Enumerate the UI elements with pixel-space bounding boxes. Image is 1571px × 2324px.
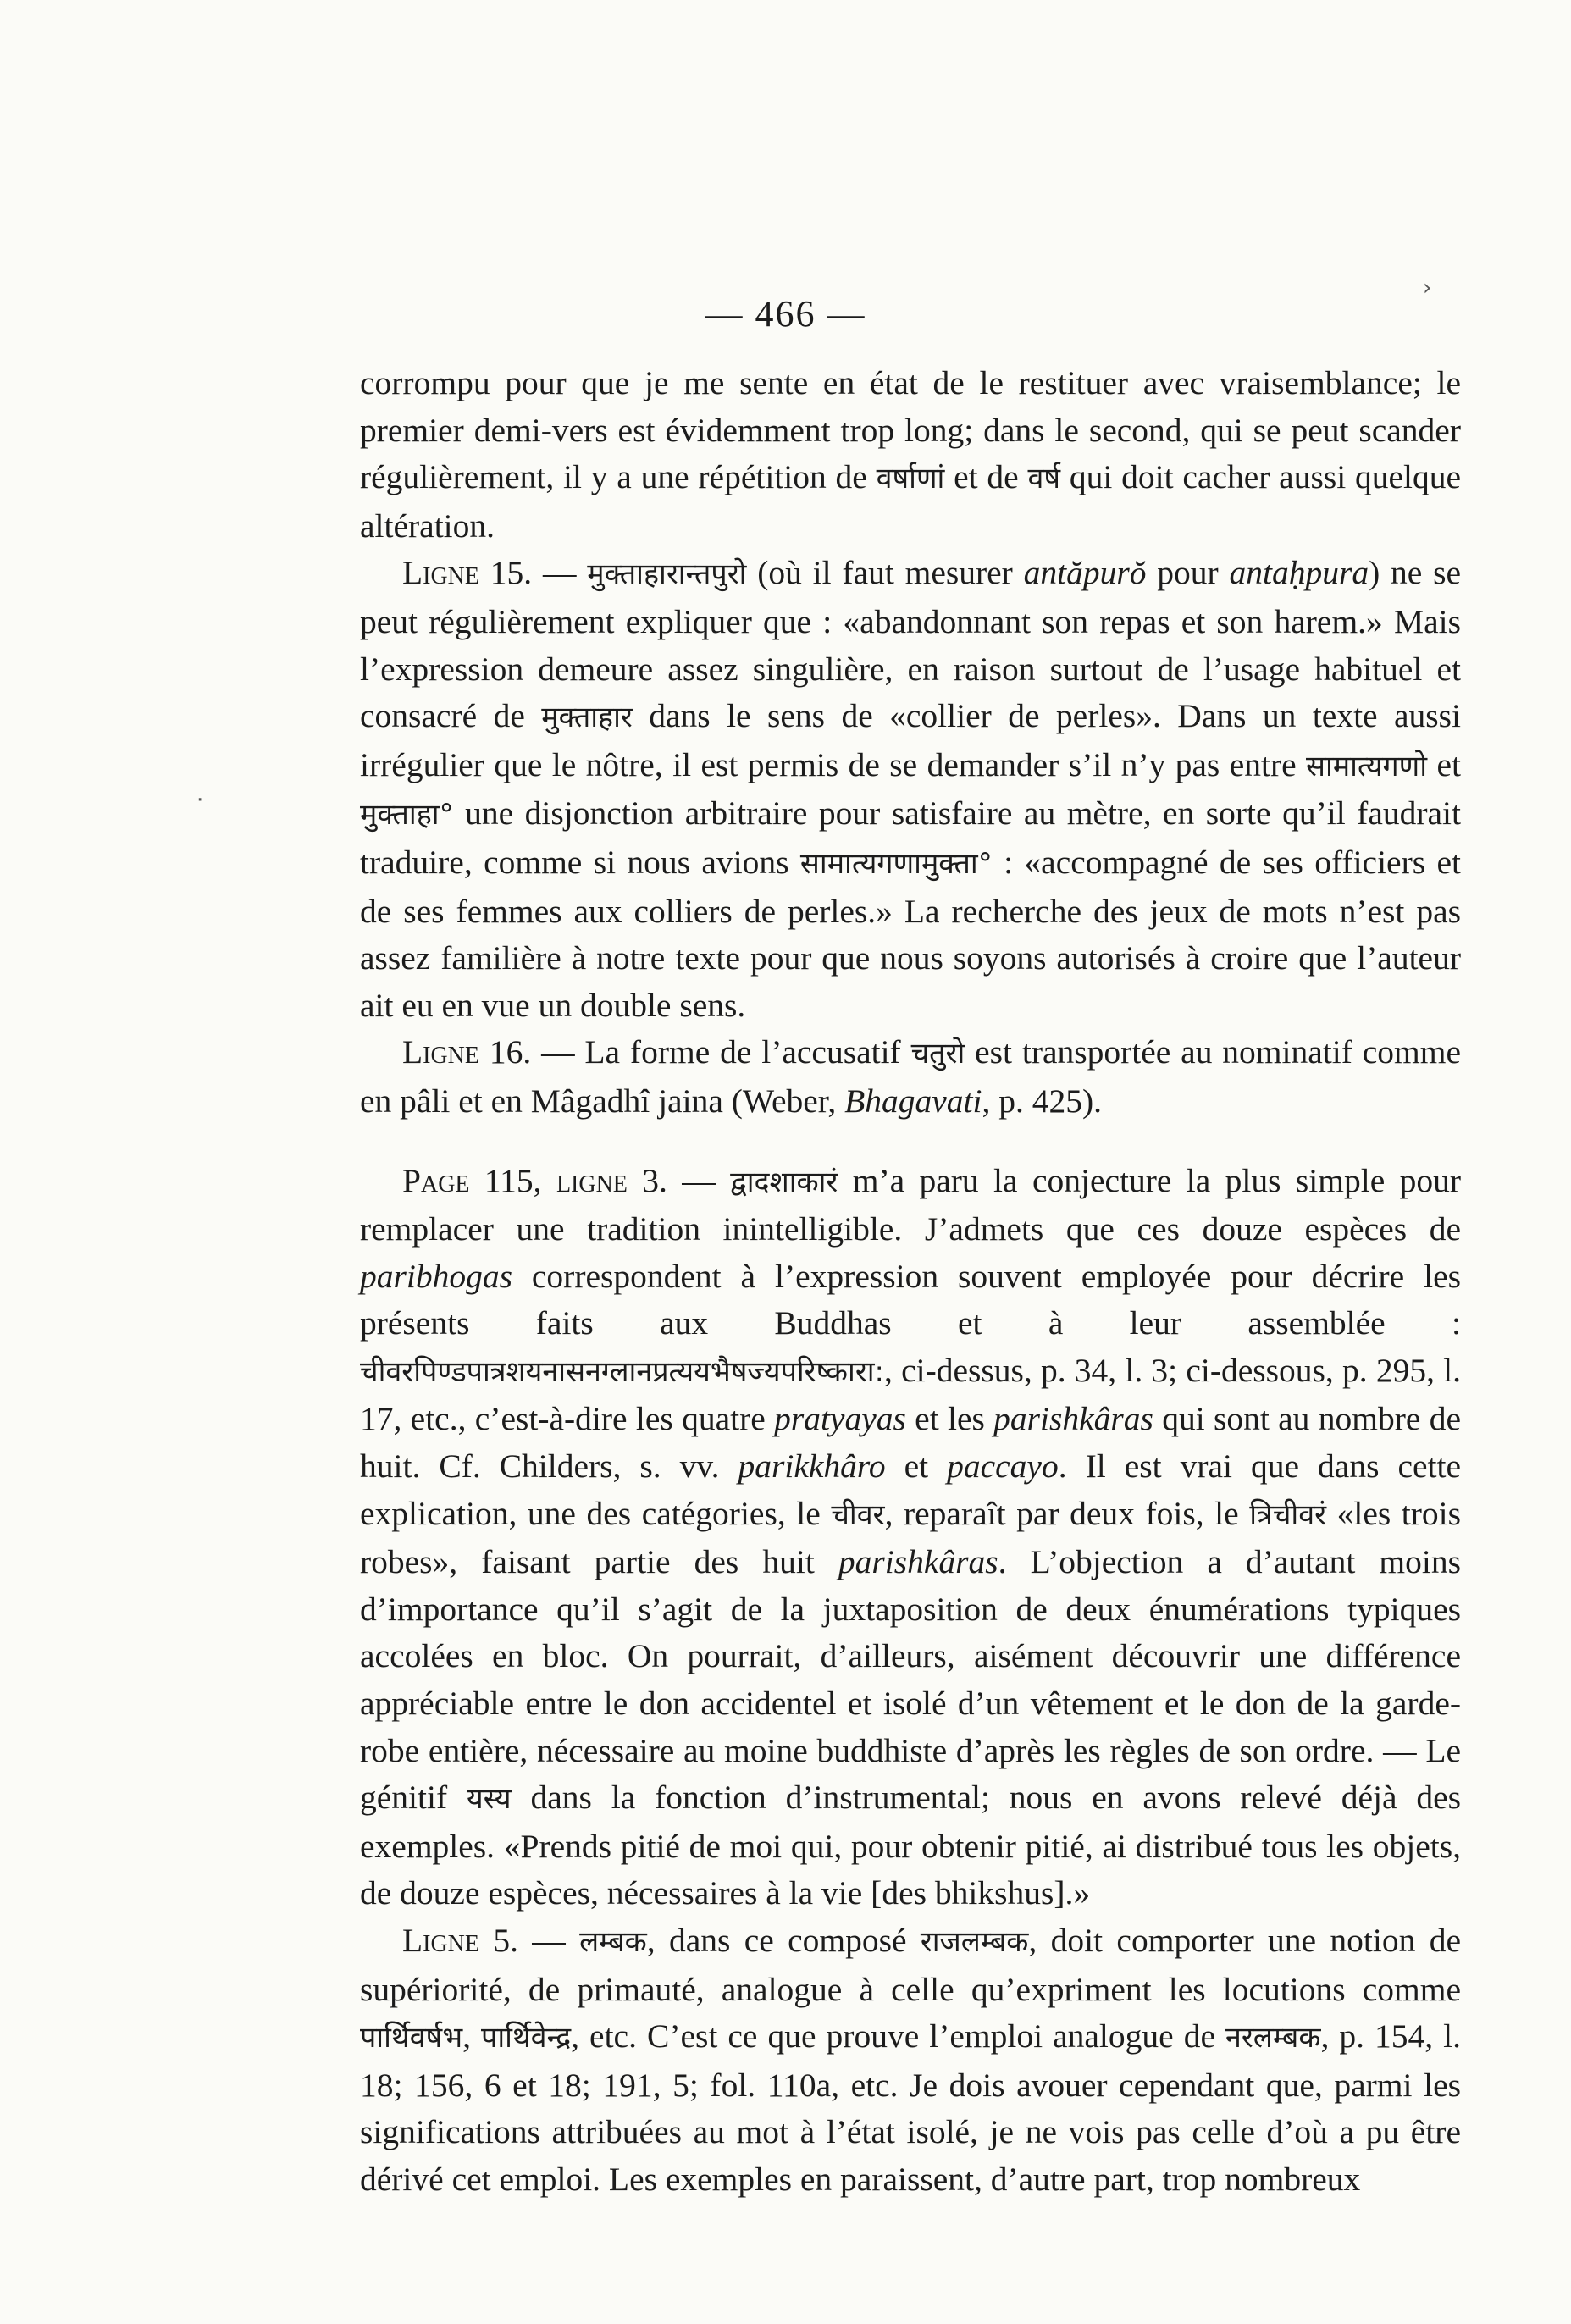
paragraph <box>360 360 1461 550</box>
text-run: et de <box>944 458 1028 496</box>
text-run: pour <box>1146 554 1230 592</box>
sanskrit-term: मुक्ताहार <box>541 700 633 735</box>
text-run: , ci-dessus, p. 34, l. 3; ci-dessous, p. 295, l. 17, etc., c’est-à-dire les quatre <box>360 1351 1461 1438</box>
italic-term: pratyayas <box>774 1400 906 1438</box>
margin-mark-icon: · <box>196 788 204 813</box>
sanskrit-term: सामात्यगणो <box>1306 749 1428 783</box>
page-number: — 466 — <box>705 293 866 335</box>
text-run: , p. 154, l. 18; 156, 6 et 18; 191, 5; fol. 110a, etc. Je dois avouer cependant que, parmi les significations attribuées au mot à l’état isolé, je ne vois pas celle d’où a pu être dérivé cet emploi. Les exemples en paraissent, d’autre part, trop nombreux <box>360 2017 1461 2198</box>
text-run: qui doit cacher aussi quelque altération. <box>360 458 1461 545</box>
italic-term: antăpurŏ <box>1023 554 1147 592</box>
text-run: qui sont au nombre de huit. Cf. Childers, s. vv. <box>360 1400 1461 1486</box>
text-run: et les <box>905 1400 994 1438</box>
text-run: 16. — La forme de l’accusatif <box>479 1033 911 1071</box>
sanskrit-term: लम्बक <box>579 1925 647 1959</box>
paragraph <box>360 1029 1461 1125</box>
text-run: «les trois robes», faisant partie des huit <box>360 1494 1462 1581</box>
sanskrit-term: वर्षाणां <box>876 462 945 496</box>
paragraph <box>360 1917 1461 2204</box>
text-run: , dans ce composé <box>646 1922 921 1959</box>
text-run: 5. — <box>479 1922 580 1959</box>
margin-mark-icon: › <box>1423 275 1432 301</box>
italic-term: antaḥpura <box>1229 554 1369 592</box>
sanskrit-term: पार्थिवर्षभ <box>360 2021 463 2056</box>
text-run: et <box>885 1447 948 1486</box>
text-run: (où il faut mesurer <box>746 554 1024 592</box>
text-run: . Il est vrai que dans cette explication, une des catégories, le <box>360 1447 1461 1532</box>
text-run: une disjonction arbitraire pour satisfaire au mètre, en sorte qu’il faudrait traduire, comme si nous avions <box>360 794 1461 881</box>
section-label: Ligne <box>402 1033 479 1071</box>
text-run: m’a paru la conjecture la plus simple pour remplacer une tradition inintelligible. J’admets que ces douze espèces de <box>360 1161 1462 1248</box>
sanskrit-term: मुक्ताहारान्तपुरो <box>587 557 747 592</box>
italic-term: paccayo <box>947 1447 1059 1486</box>
italic-term: parishkâras <box>838 1543 998 1581</box>
italic-term: Bhagavati <box>844 1082 982 1120</box>
sanskrit-term: चतुरो <box>910 1037 965 1071</box>
section-label: Page <box>402 1161 470 1199</box>
text-run: et <box>1427 745 1461 783</box>
sanskrit-term: यस्य <box>466 1782 512 1817</box>
text-run: , etc. C’est ce que prouve l’emploi analogue de <box>571 2017 1226 2056</box>
paragraph <box>360 550 1461 1029</box>
sanskrit-term: सामात्यगणामुक्ता° <box>799 846 993 881</box>
text-run: . L’objection a d’autant moins d’importance qu’il s’agit de la juxtaposition de deux énumérations typiques accolées en bloc. On pourrait, d’ailleurs, aisément découvrir une différence appréciable entre le don accidentel et isolé d’un vêtement et le don de la garde-robe entière, nécessaire au moine buddhiste d’après les règles de son ordre. — Le génitif <box>360 1543 1461 1817</box>
text-run: ) ne se peut régulièrement expliquer que : «abandonnant son repas et son harem.» Mais l’expression demeure assez singulière, en raison surtout de l’usage habituel et consacré de <box>360 554 1462 735</box>
sanskrit-term: द्वादशाकारं <box>730 1165 838 1199</box>
section-label: Ligne <box>402 554 479 592</box>
text-run: , reparaît par deux fois, le <box>884 1494 1250 1532</box>
text-run: 3. — <box>627 1161 731 1199</box>
italic-term: paribhogas <box>360 1257 512 1295</box>
text-run: est transportée au nominatif comme en pâli et en Mâgadhî jaina (Weber, <box>360 1033 1461 1120</box>
italic-term: parishkâras <box>993 1400 1153 1438</box>
section-label: Ligne <box>402 1922 479 1959</box>
sanskrit-term: चीवरपिण्डपात्रशयनासनग्लानप्रत्ययभैषज्यपरिष्कारा: <box>360 1354 884 1389</box>
paragraph <box>360 1158 1461 1918</box>
sanskrit-term: राजलम्बक <box>920 1925 1029 1959</box>
sanskrit-term: चीवर <box>831 1497 885 1532</box>
sanskrit-term: नरलम्बक <box>1225 2021 1321 2056</box>
sanskrit-term: मुक्ताहा° <box>360 798 454 833</box>
text-run: 115, <box>469 1161 556 1199</box>
text-run: dans le sens de «collier de perles». Dans un texte aussi irrégulier que le nôtre, il est permis de se demander s’il n’y pas entre <box>360 697 1462 783</box>
text-run: , <box>462 2017 482 2056</box>
sanskrit-term: पार्थिवेन्द्र <box>481 2021 572 2056</box>
text-run: 15. — <box>479 554 588 592</box>
text-run: , p. 425). <box>982 1082 1103 1120</box>
sanskrit-term: वर्ष <box>1027 462 1061 496</box>
text-run: dans la fonction d’instrumental; nous en avons relevé déjà des exemples. «Prends pitié de moi qui, pour obtenir pitié, ai distribué tous les objets, de douze espèces, nécessaires à la vie [des bhikshus].» <box>360 1779 1462 1912</box>
sanskrit-term: त्रिचीवरं <box>1249 1497 1327 1532</box>
section-label: ligne <box>556 1161 628 1199</box>
text-run: correspondent à l’expression souvent employée pour décrire les présents faits aux Buddhas et à leur assemblée : <box>360 1257 1461 1342</box>
body-text <box>360 360 1461 2204</box>
text-run: : «accompagné de ses officiers et de ses femmes aux colliers de perles.» La recherche des jeux de mots n’est pas assez familière à notre texte pour que nous soyons autorisés à croire que l’auteur ait eu en vue un double sens. <box>360 843 1461 1024</box>
text-run: corrompu pour que je me sente en état de le restituer avec vraisemblance; le premier demi-vers est évidemment trop long; dans le second, qui se peut scander régulièrement, il y a une répétition de <box>360 364 1461 496</box>
italic-term: parikkhâro <box>738 1447 886 1486</box>
text-run: , doit comporter une notion de supériorité, de primauté, analogue à celle qu’expriment les locutions comme <box>360 1922 1461 2008</box>
